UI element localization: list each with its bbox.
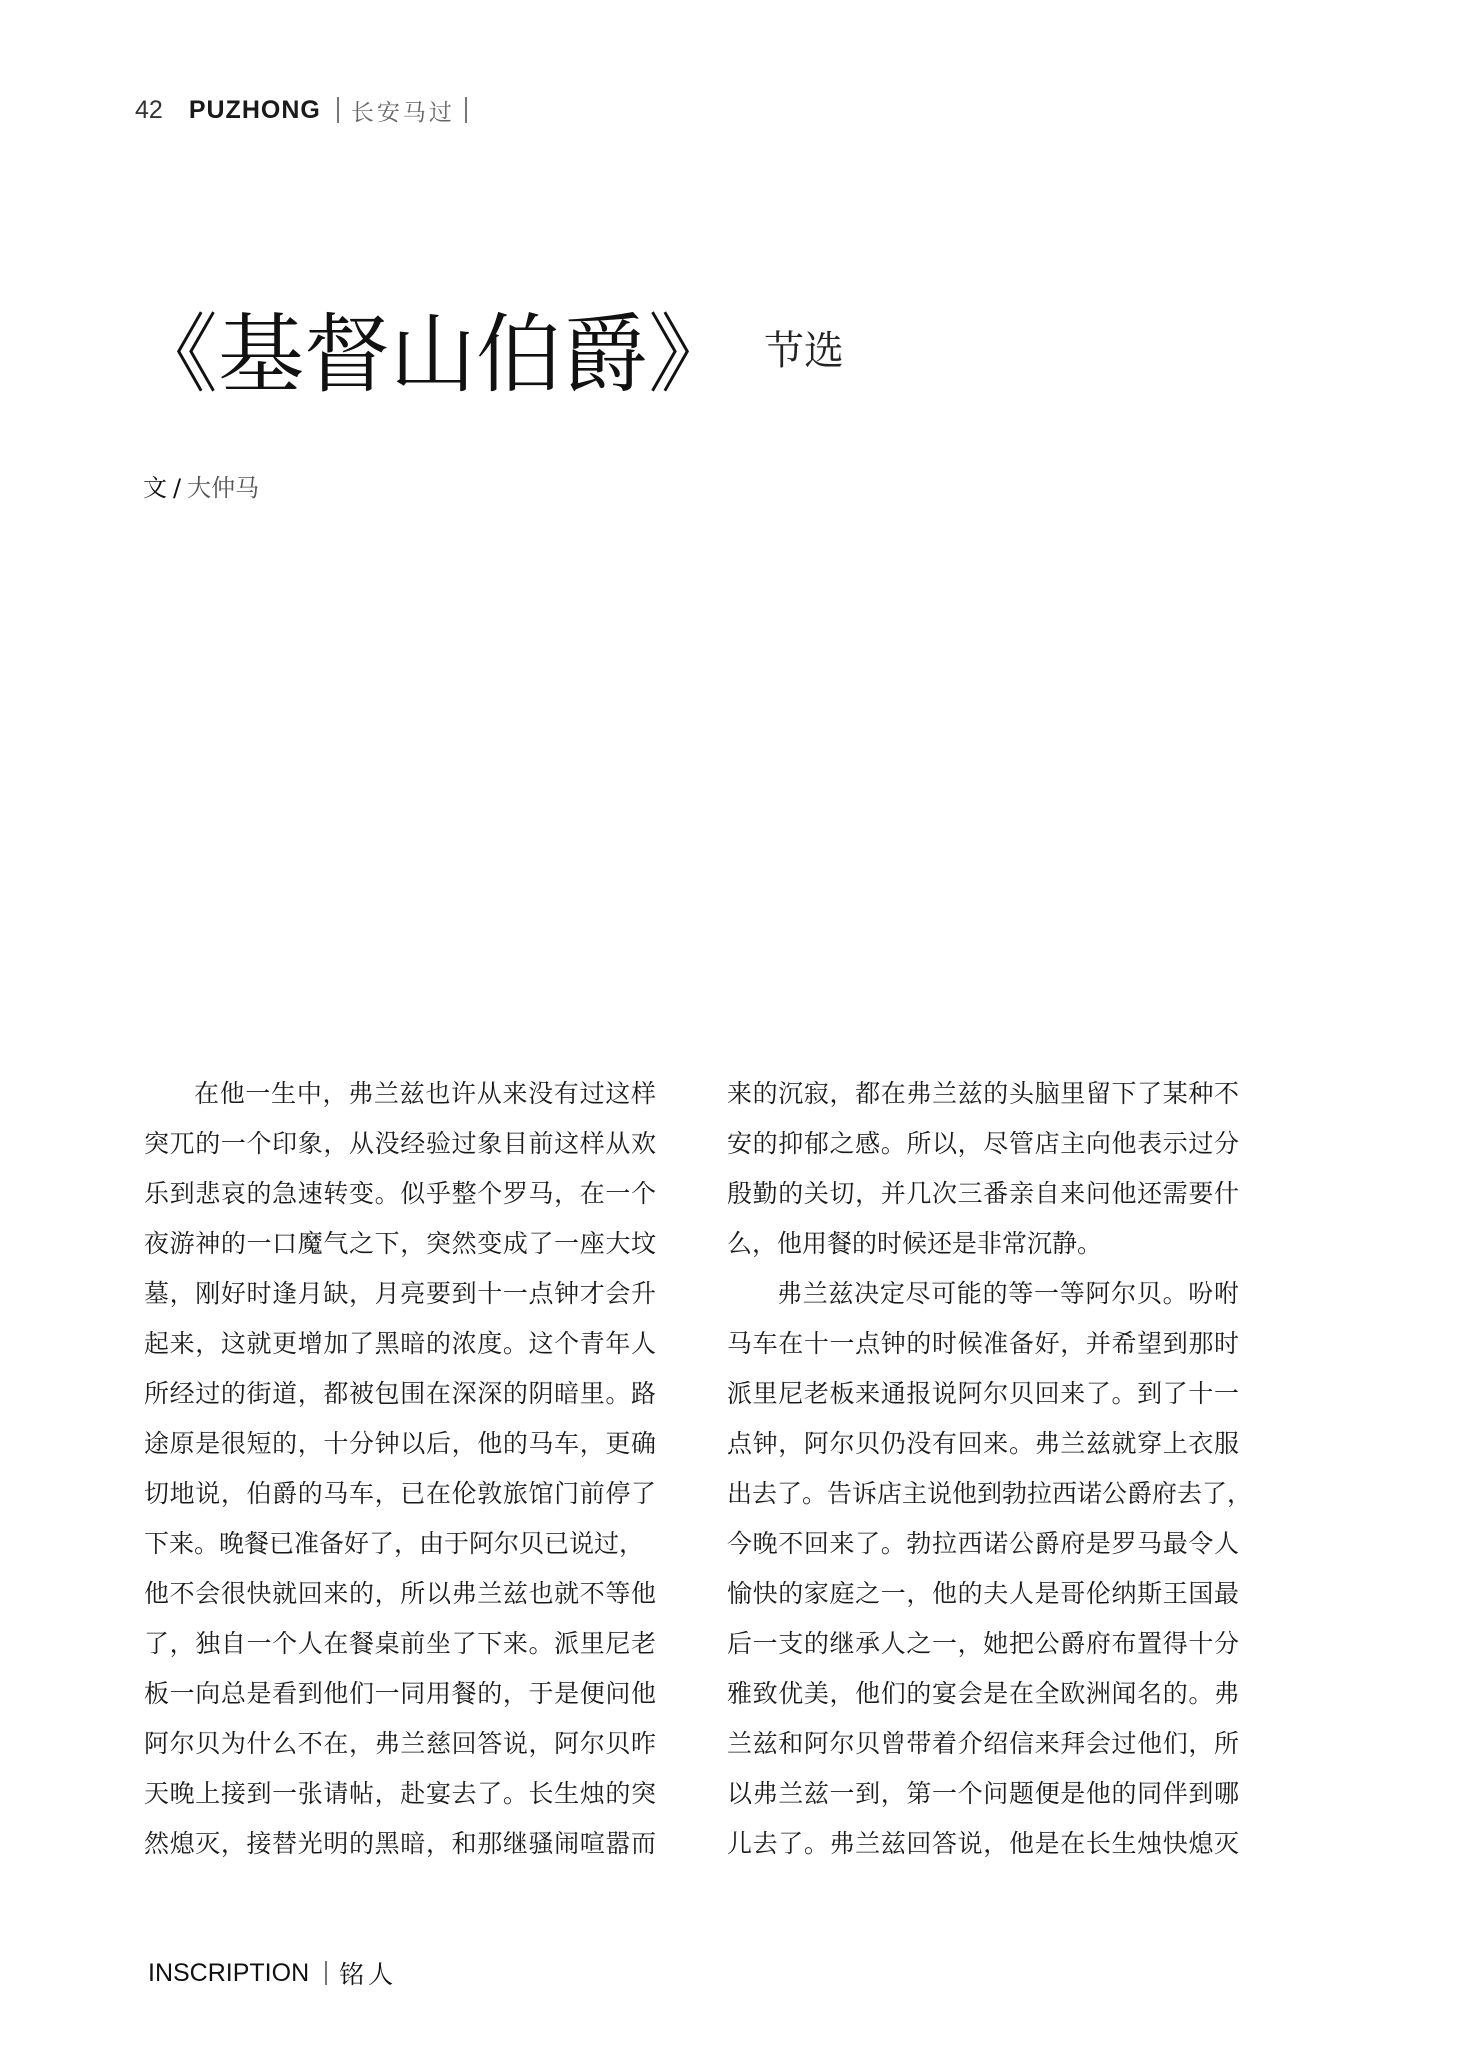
body-line: 板一向总是看到他们一同用餐的，于是便问他: [144, 1679, 656, 1708]
byline-slash: /: [173, 474, 182, 502]
body-line: 然熄灭，接替光明的黑暗，和那继骚闹喧嚣而: [144, 1829, 656, 1858]
body-line: 切地说，伯爵的马车，已在伦敦旅馆门前停了: [144, 1479, 656, 1508]
header-divider-left: [337, 97, 339, 123]
body-line: 来的沉寂，都在弗兰兹的头脑里留下了某种不: [727, 1079, 1239, 1108]
body-line: 弗兰兹决定尽可能的等一等阿尔贝。吩咐: [777, 1279, 1239, 1308]
body-line: 以弗兰兹一到，第一个问题便是他的同伴到哪: [727, 1779, 1239, 1808]
body-line: 在他一生中，弗兰兹也许从来没有过这样: [194, 1079, 656, 1108]
article-subtitle: 节选: [764, 328, 844, 374]
body-line: 安的抑郁之感。所以，尽管店主向他表示过分: [727, 1129, 1239, 1158]
section-name: 长安马过: [350, 99, 455, 126]
body-line: 下来。晚餐已准备好了，由于阿尔贝已说过，: [144, 1529, 645, 1558]
body-line: 了，独自一个人在餐桌前坐了下来。派里尼老: [144, 1629, 656, 1658]
body-line: 愉快的家庭之一，他的夫人是哥伦纳斯王国最: [727, 1579, 1239, 1608]
body-line: 出去了。告诉店主说他到勃拉西诺公爵府去了，: [727, 1479, 1253, 1508]
body-line: 墓，刚好时逢月缺，月亮要到十一点钟才会升: [144, 1279, 656, 1308]
body-line: 夜游神的一口魔气之下，突然变成了一座大坟: [144, 1229, 656, 1258]
running-footer: [148, 1955, 397, 1991]
body-line: 儿去了。弗兰兹回答说，他是在长生烛快熄灭: [727, 1829, 1239, 1858]
byline: [143, 470, 259, 506]
body-line: 马车在十一点钟的时候准备好，并希望到那时: [727, 1329, 1239, 1358]
page-number: 42: [135, 95, 163, 124]
footer-section-name: 铭人: [339, 1960, 398, 1989]
body-line: 点钟，阿尔贝仍没有回来。弗兰兹就穿上衣服: [727, 1429, 1239, 1458]
footer-magazine-name: INSCRIPTION: [148, 1958, 310, 1987]
body-line: 么，他用餐的时候还是非常沉静。: [727, 1229, 1103, 1258]
body-line: 殷勤的关切，并几次三番亲自来问他还需要什: [727, 1179, 1239, 1208]
footer-divider: [325, 1961, 327, 1985]
byline-label: 文: [143, 474, 167, 502]
body-line: 起来，这就更增加了黑暗的浓度。这个青年人: [144, 1329, 656, 1358]
body-line: 派里尼老板来通报说阿尔贝回来了。到了十一: [727, 1379, 1239, 1408]
body-column-left: [144, 1069, 656, 1869]
body-line: 后一支的继承人之一，她把公爵府布置得十分: [727, 1629, 1239, 1658]
body-line: 今晚不回来了。勃拉西诺公爵府是罗马最令人: [727, 1529, 1239, 1558]
body-line: 所经过的街道，都被包围在深深的阴暗里。路: [144, 1379, 656, 1408]
body-line: 途原是很短的，十分钟以后，他的马车，更确: [144, 1429, 656, 1458]
article-title-block: [132, 300, 844, 410]
header-divider-right: [465, 97, 467, 123]
body-line: 突兀的一个印象，从没经验过象目前这样从欢: [144, 1129, 656, 1158]
magazine-brand: PUZHONG: [188, 95, 321, 124]
running-header: [135, 92, 467, 128]
body-line: 天晚上接到一张请帖，赴宴去了。长生烛的突: [144, 1779, 656, 1808]
author-name: 大仲马: [187, 474, 260, 502]
article-title: 《基督山伯爵》: [132, 305, 734, 405]
body-column-right: [727, 1069, 1253, 1869]
body-line: 乐到悲哀的急速转变。似乎整个罗马，在一个: [144, 1179, 656, 1208]
body-line: 阿尔贝为什么不在，弗兰慈回答说，阿尔贝昨: [144, 1729, 656, 1758]
body-line: 他不会很快就回来的，所以弗兰兹也就不等他: [144, 1579, 656, 1608]
body-line: 兰兹和阿尔贝曾带着介绍信来拜会过他们，所: [727, 1729, 1239, 1758]
body-line: 雅致优美，他们的宴会是在全欧洲闻名的。弗: [727, 1679, 1239, 1708]
